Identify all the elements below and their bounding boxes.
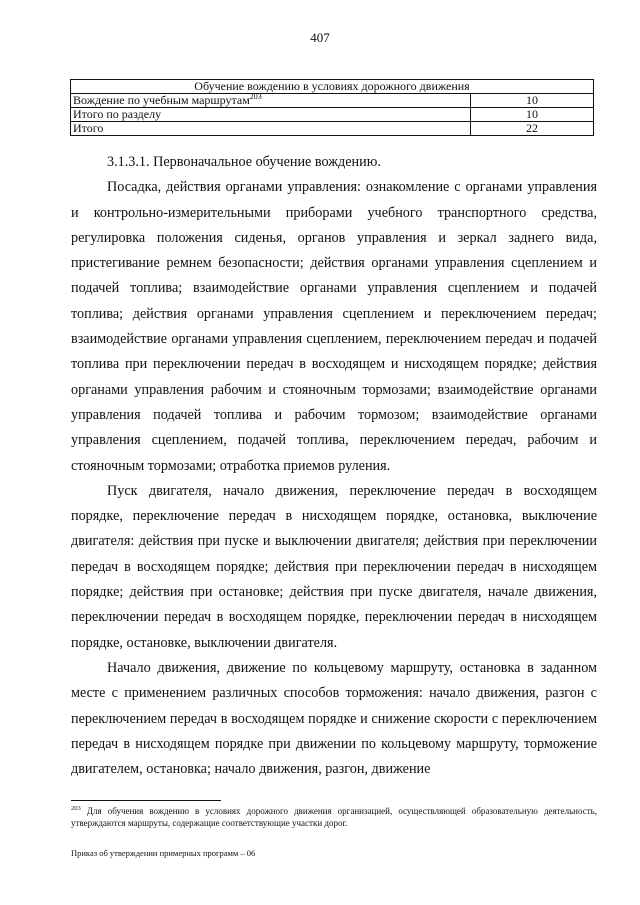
paragraph: Посадка, действия органами управления: ознакомление с органами управления и контрольно-измерительными приборами учебного транспортного средства, регулировка положения сиденья, органов управления и зеркал заднего вида, пристегивание ремнем безопасности; действия органами управления сцеплением и подачей топлива; взаимодействие органами управления сцеплением и подачей топлива; действия органами управления сцеплением и переключением передач; взаимодействие органами управления сцеплением, переключением передач и подачей топлива при переключении передач в восходящем и нисходящем порядке; действия органами управления рабочим и стояночным тормозами; взаимодействие органами управления подачей топлива и рабочим тормозом; взаимодействие органами управления сцеплением, подачей топлива, переключением передач, рабочим и стояночным тормозами; отработка приемов руления.: [71, 179, 597, 474]
table-row-value: 10: [471, 94, 594, 108]
footnote-divider: [71, 800, 221, 801]
paragraph: Пуск двигателя, начало движения, переключение передач в восходящем порядке, переключение передач в нисходящем порядке, остановка, выключение двигателя: действия при пуске и выключении двигателя; действия при переключении передач в восходящем порядке; действия при переключении передач в нисходящем порядке; действия при остановке; действия при пуске двигателя, начале движения, переключении передач в восходящем порядке, переключении передач в нисходящем порядке, остановке, выключении двигателя.: [71, 482, 597, 651]
paragraph: Начало движения, движение по кольцевому маршруту, остановка в заданном месте с применением различных способов торможения: начало движения, разгон с переключением передач в восходящем порядке и снижение скорости с переключением передач в нисходящем порядке при движении по кольцевому маршруту, торможение двигателем, остановка; начало движения, разгон, движение: [71, 659, 597, 778]
table-row: [71, 108, 594, 122]
section-heading: 3.1.3.1. Первоначальное обучение вождению.: [107, 154, 381, 170]
footnote: [71, 803, 597, 829]
footnote-text: Для обучения вождению в условиях дорожного движения организацией, осуществляющей образовательную деятельность, утверждаются маршруты, содержащие соответствующие участки дорог.: [71, 806, 598, 828]
footnote-reference: 203: [249, 92, 262, 101]
table-row-value: 10: [471, 108, 594, 122]
table-caption: Обучение вождению в условиях дорожного движения: [71, 80, 594, 94]
table-row: [71, 94, 594, 108]
page-footer: Приказ об утверждении примерных программ – 06: [71, 848, 256, 858]
footnote-mark: 203: [71, 805, 81, 812]
table-caption-row: [71, 80, 594, 94]
table-row: [71, 122, 594, 136]
hours-table: [70, 79, 594, 136]
table-row-label: Вождение по учебным маршрутам$^{203}$: [71, 94, 471, 108]
page-number: 407: [310, 30, 330, 45]
table-row-value: 22: [471, 122, 594, 136]
table-row-label: Итого по разделу: [71, 108, 471, 122]
body-text: [71, 150, 597, 782]
table-row-label: Итого: [71, 122, 471, 136]
